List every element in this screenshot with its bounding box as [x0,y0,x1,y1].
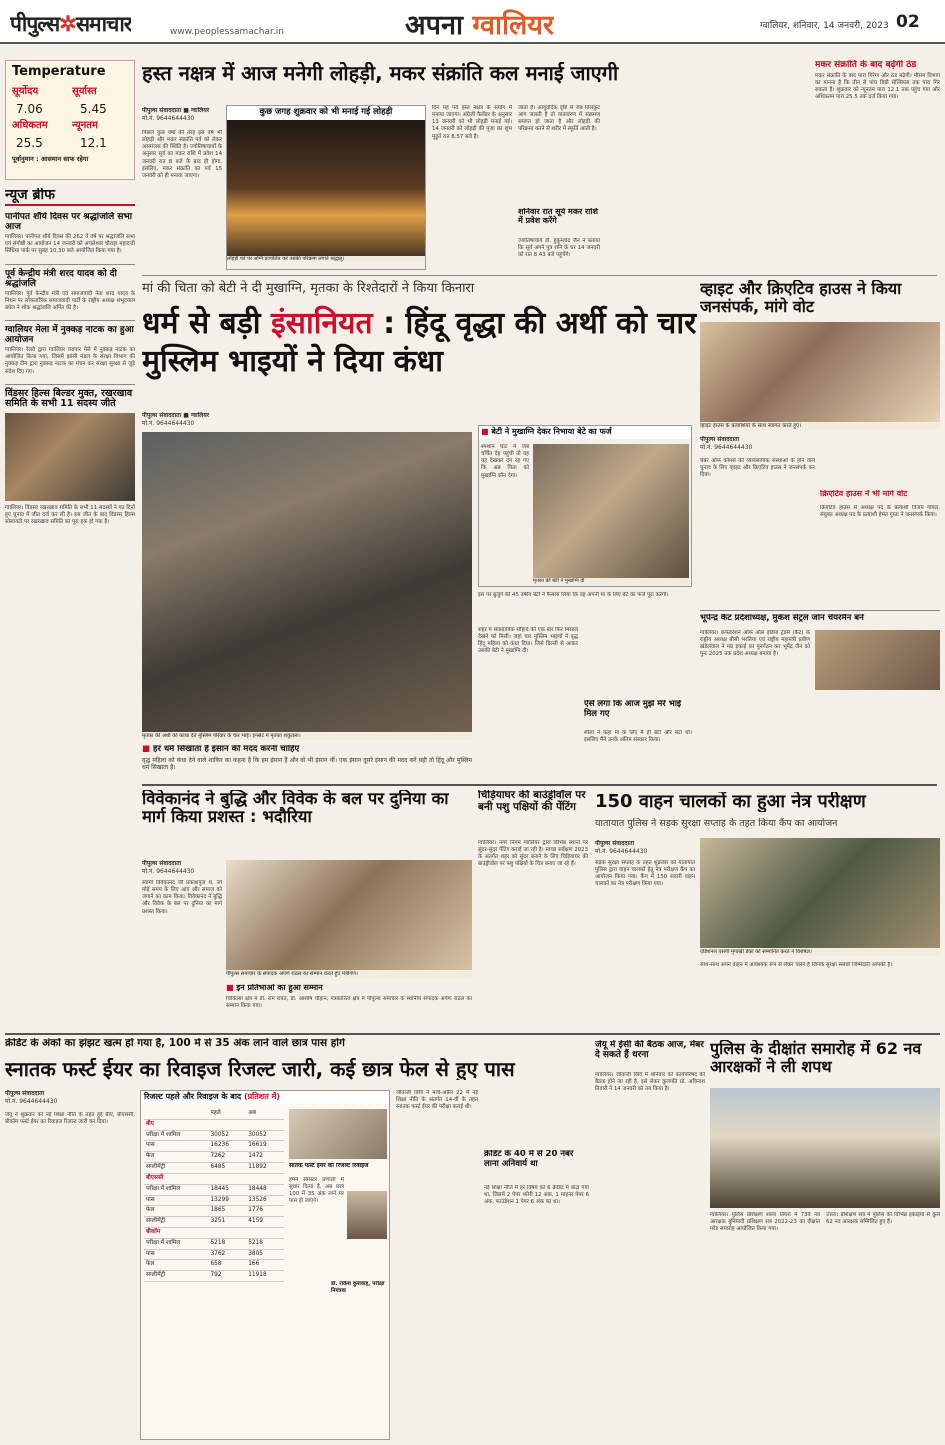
lohri-headline: हस्त नक्षत्र में आज मनेगी लोहड़ी, मकर संक्रांति कल मनाई जाएगी [142,62,619,85]
whitehouse-caption: व्हाइट हाउस के प्रत्याशियों के साथ स्वागत करते हुए। [700,423,940,430]
whitehouse-subhead: क्रिएटिव हाउस ने भी मांगे वोट [820,490,908,498]
logo-star-icon: ✲ [59,11,76,36]
quote-name: डॉ. राकेश कुशवाह, परीक्षा नियंत्रक [331,1281,385,1295]
humanity-body-4: शीला ने कहा मां के लिए मैं ही बेटी और बेटा थी। इसलिए मैंने उनके अंतिम संस्कार किया। [584,730,692,744]
exam-quote: हमने सेमेस्टर प्रणाली में सुधार किया है, अब छात्र 100 में 35 अंक लाने पर पास हो जाएंगे। [289,1177,344,1205]
news-brief-title: न्यूज ब्रीफ [5,188,135,206]
vivekanand-photo [226,860,472,970]
exam-subhead: क्रेडिट के 40 में से 20 नंबर लाना अनिवार्य था [484,1150,574,1169]
humanity-caption-2: मृतका की बेटी ने मुखाग्नि दी [533,578,689,585]
whitehouse-body: चेंबर ऑफ कॉमर्स की व्यावसायिक संस्थाओं के होने वाले चुनाव के लिए व्हाइट और क्रिएटिव हाउस ने जनसंपर्क कर दिया। [700,458,815,479]
sankranti-box [815,60,940,275]
vivekanand-byline: पीपुल्स संवाददाता मो.नं. 9644644430 [142,860,195,876]
exam-body-3: नई शिक्षा नीति में हर विषय को 6 क्रेडिट में बांटा गया था, जिसमें 2 पेपर थ्योरी 12 अंक, 1 माइनर पेपर 6 अंक, फाउंडेशन 1 पेपर 6 अंक का था। [484,1185,589,1206]
bhupendra-text: ग्वालियर। कंफेडरेशन ऑफ ऑल इंडिया ट्रेडर्स (कैट) के राष्ट्रीय अध्यक्ष बीसी भरतिया एवं राष्ट्रीय महामंत्री प्रवीण खंडेलवाल ने मप्र इकाई का पुनर्गठन कर भूपेंद्र जैन को पुनः 2025 तक प्रदेश अध्यक्ष बनाया है। [700,630,810,658]
brief-head-2: पूर्व केन्द्रीय मंत्री शरद यादव को दी श्रद्धांजलि [5,268,117,289]
eye-photo [700,838,940,948]
lohri-body-1: पिछले कुछ वर्षों की तरह इस वर्ष भी लोहड़ी और मकर संक्रांति पर्व को लेकर असमंजस की स्थिति है। ज्योतिषाचार्यों के अनुसार सूर्य का मकर राशि में प्रवेश 14 जनवरी रात 8 बजे के बाद ही होगा, इसलिए, मकर संक्रांति का पर्व 15 जनवरी को ही मनाया जाएगा। [142,130,222,179]
table-row: पास 3762 3805 [144,1249,284,1260]
weather-box [5,60,135,180]
masthead [0,0,945,44]
table-row: पास 13299 13526 [144,1195,284,1206]
table-row: सप्लीमेंट्री 3251 4159 [144,1217,284,1228]
humanity-photo2-title: ■ बेटी ने मुखाग्नि देकर निभाया बेटे का फर्ज [479,426,691,439]
vivekanand-caption: पीपुल्स समाचार के संपादक अपर्ण राठल का सम्मान करते हुए मंत्रीगण। [226,971,472,978]
humanity-main-photo [142,432,472,732]
vivekanand-body-2: चिकित्सा क्षेत्र में डॉ. राम रावत, डॉ. आशीष चौहान, पत्रकारिता क्षेत्र में पीपुल्स समाचार के स्थानीय संपादक अर्पण राठल का सम्मान किया गया। [226,996,472,1010]
eye-body: सड़क सुरक्षा सप्ताह के तहत शुक्रवार को यातायात पुलिस द्वारा वाहन चालकों हेतु नेत्र परीक्षण कैंप का आयोजन किया गया। कैंप में 150 सवारी वाहन चालकों का नेत्र परीक्षण किया गया। [595,860,695,888]
builder-photo [5,413,135,501]
dateline: ग्वालियर, शनिवार, 14 जनवरी, 2023 [760,21,889,31]
humanity-quote: ■ हर धर्म सिखाता है इंसान की मदद करनी चाहिए वृद्ध महिला को कंधा देने वाले शाकिर का कहना है कि हम इंसान हैं और वो भी इंसान थीं। एक इंसान दूसरे इंसान की मदद करे यही तो हिंदू और मुस्लिम धर्म सिखाता है। [142,745,472,772]
page-number: 02 [896,12,920,32]
eye-byline: पीपुल्स संवाददाता मो.नं. 9644644430 [595,840,648,856]
police-body-2: उत्तरा। प्रशिक्षण सत्र में पुलिस की विभिन्न इकाइयों से कुल 62 नव आरक्षक सम्मिलित हुए हैं। [826,1212,940,1226]
newspaper-logo: पीपुल्स✲समाचार [10,11,132,36]
bhupendra-photo [815,630,940,690]
brief-text-3: ग्वालियर। रेलवे द्वारा ग्वालियर व्यापार मेले में नुक्कड़ नाटक का आयोजित किया गया, जिसमें झांसी मंडल के संरक्षा विभाग की नुक्कड़ टीम द्वारा नुक्कड़ नाटक का मंचन कर संरक्षा सुरक्षा से जुड़े संदेश दिए गए। [5,347,135,375]
result-table [144,1109,284,1282]
humanity-body-3: इस पर बुजुर्ग की 45 वर्षीय बेटी ने फैसला लिया कि वह अपनी मां के लिए बेटे का फर्ज पूरा करेगी। [478,592,669,598]
humanity-subhead: ऐसे लगा कि आज मुझे मेरे भाई मिल गए [584,700,682,719]
humanity-body-1: शहर में सांप्रदायिक सौहार्द की एक बार फिर मिसाल देखने को मिली। जहां चार मुस्लिम भाइयों ने वृद्ध हिंदू महिला को कंधा दिया। जिसे दिल्ली से आकर उसकी बेटी ने मुखाग्नि दी। [478,627,578,655]
table-group-bsc: बीएससी [144,1173,208,1184]
exam-body: जेयू ने शुक्रवार को नई शिक्षा नीति के तहत हुई बीए, बीएससी, बीकॉम फर्स्ट ईयर का रिवाइज रिजल्ट जारी कर दिया। [5,1112,135,1126]
lohri-byline: पीपुल्स संवाददाता ■ ग्वालियर मो.नं. 9644644430 [142,107,210,123]
ju-head: जेयू में ईसी की बैठक आज, मेंबर दे सकते हैं धरना [595,1040,704,1061]
table-row: सप्लीमेंट्री 792 11918 [144,1271,284,1282]
table-row: सप्लीमेंट्री 6485 11892 [144,1163,284,1174]
humanity-caption-1: मृतका की अर्थी को कांधा देते मुस्लिम परिवार के चार भाई। इनसेट में मृतका शकुंतला। [142,733,472,740]
humanity-photo2-block [478,425,692,587]
table-col-head-after: अब [246,1109,284,1119]
lohri-photo-title: कुछ जगह शुक्रवार को भी मनाई गई लोहड़ी [227,106,425,120]
humanity-byline: पीपुल्स संवाददाता ■ ग्वालियर मो.नं. 9644644430 [142,412,210,428]
exam-body-2: जीवाजी विवि ने मार्च-अप्रैल 22 में नई शिक्षा नीति के अंतर्गत 14-वीं के तहत स्नातक फर्स्ट ईयर की परीक्षा कराई थी। [396,1090,478,1111]
min-value: 12.1 [80,136,107,150]
whitehouse-headline: व्हाइट और क्रिएटिव हाउस ने किया जनसंपर्क, मांगे वोट [700,280,902,316]
section-title: अपना ग्वालियर [405,10,554,41]
lohri-body-2: दिन यह पर्व हस्त नक्षत्र के संयोग में मनाया जाएगा। अंग्रेजी कैलेंडर के अनुसार 13 जनवरी को भी लोहड़ी मनाई गई। 14 जनवरी को लोहड़ी की पूजा का शुभ मुहूर्त रात 8.57 बजे है। [432,105,512,140]
table-col-head-before: पहले [208,1109,246,1119]
sunrise-value: 7.06 [16,102,43,116]
min-label: न्यूनतम [72,120,98,131]
table-group-ba: बीए [144,1119,208,1130]
exam-kicker: क्रेडिट के अंकों का झंझट खत्म हो गया है, 100 में से 35 अंक लाने वाले छात्र पास होंगे [5,1038,345,1049]
builder-text: ग्वालियर। विंडसर रखरखाव समिति के सभी 11 सदस्यों ने गत दिनों हुए चुनाव में जीत दर्ज कर ली है। इस जीत के बाद विंडसर हिल्स सोसायटी पर रखरखाव समिति का पूरा हक हो गया है। [5,504,135,526]
exam-headline: स्नातक फर्स्ट ईयर का रिवाइज रिजल्ट जारी, कई छात्र फेल से हुए पास [5,1058,515,1081]
brief-head-3: ग्वालियर मेला में नुक्कड़ नाटक का हुआ आयोजन [5,325,134,346]
website-url[interactable]: www.peoplessamachar.in [170,27,284,37]
table-group-bcom: बीकॉम [144,1227,208,1238]
whitehouse-byline: पीपुल्स संवाददाता मो.नं. 9644644430 [700,436,753,452]
lohri-subhead: शनिवार रात सूर्य मकर राशि में प्रवेश करेंगे [518,208,598,225]
vivekanand-subhead: ■ इन प्रतिभाओं का हुआ सम्मान [226,984,323,992]
sunrise-label: सूर्योदय [12,86,39,97]
ju-text: ग्वालियर। जीवाजी विवि में शनिवार को कार्यपरिषद की बैठक होने जा रही है, इसे लेकर कुलपति प्रो. अविनाश तिवारी ने 14 जनवरी को तय किया है। [595,1072,705,1093]
whitehouse-photo [700,322,940,422]
sankranti-text: मकर संक्रांति के बाद पारा गिरेगा और ठंड बढ़ेगी। मौसम विभाग का मानना है कि तीन से पांच डिग्री सेल्सियस तक पारा गिर सकता है। शुक्रवार को न्यूनतम पारा 12.1 तक पहुंच गया और अधिकतम पारा 25.5 तक दर्ज किया गया। [815,73,940,101]
max-label: अधिकतम [12,120,48,131]
table-row: फेल 1865 1776 [144,1206,284,1217]
lohri-photo-block [226,105,426,270]
table-row: परीक्षा में शामिल 30052 30052 [144,1130,284,1141]
sunset-label: सूर्यास्त [72,86,97,97]
sankranti-head: मकर संक्रांति के बाद बढ़ेगी ठंड [815,60,917,70]
humanity-headline: धर्म से बड़ी इंसानियत : हिंदू वृद्धा की अर्थी को चार मुस्लिम भाइयों ने दिया कंधा [142,306,697,380]
police-headline: पुलिस के दीक्षांत समारोह में 62 नव आरक्षकों ने ली शपथ [710,1040,922,1076]
table-row: परीक्षा में शामिल 18445 18448 [144,1184,284,1195]
humanity-cremation-photo [533,444,689,578]
humanity-body-2: श्मशान घाट में जब चर्चित देह पहुंची तो वह यह देखकर दंग रह गए कि अब चिता को मुखाग्नि कौन देगा। [481,444,529,479]
eye-caption: एडिशनल एसपी मृगाखी डेका को सम्मानित करते ने विशेषज्ञ। [700,949,940,956]
forecast: पूर्वानुमान : आसमान साफ रहेगा [12,155,89,163]
university-photo [289,1109,387,1159]
police-body: ग्वालियर। पुलिस प्रशिक्षण शाला तिघरा में 73वें नव आरक्षक बुनियादी प्रशिक्षण सत्र 2022-23 का दीक्षांत परेड समारोह आयोजित किया गया। [710,1212,820,1233]
max-value: 25.5 [16,136,43,150]
controller-photo [347,1191,387,1239]
builder-head: विंडसर हिल्स बिल्डर मुक्त, रखरखाव समिति के सभी 11 सदस्य जीते [5,387,133,410]
eye-subheadline: यातायात पुलिस ने सड़क सुरक्षा सप्ताह के तहत किया कैंप का आयोजन [595,818,838,829]
table-row: पास 16236 16619 [144,1141,284,1152]
vivekanand-body: स्वामी विवेकानंद जी प्रकाशपुंज थे, जो मोड़ें समय के लिए आए और समाज को जगाने का काम किया। विवेकानंद ने बुद्धि और विवेक के बल पर दुनिया का मार्ग प्रशस्त किया। [142,880,222,915]
exam-byline: पीपुल्स संवाददाता मो.नं. 9644644430 [5,1090,58,1106]
eye-headline: 150 वाहन चालकों का हुआ नेत्र परीक्षण [595,792,866,812]
table-col-head [144,1109,208,1119]
weather-title: Temperature [12,65,106,79]
lohri-photo [227,120,425,256]
brief-text-2: ग्वालियर। पूर्व केन्द्रीय मंत्री एवं समाजवादी नेता शरद यादव के निधन पर लोकतांत्रिक समाजवादी पार्टी के राष्ट्रीय अध्यक्ष शंभूदयाल बघेल ने शोक श्रद्धांजलि अर्पित की है। [5,290,135,311]
bhupendra-head: भूपेन्द्र कैट प्रदेशाध्यक्ष, मुकेश सेंट्रल जोन चेयरमैन बने [700,614,864,623]
lohri-body-3: जाता है। आयुर्वेदिक दृष्टि से जब तिलकुट आग जलती है तो वातावरण में संक्रमण समाप्त हो जाता है और लोहड़ी की परिक्रमा करने से शरीर में स्फूर्ति आती है। [518,105,600,133]
birds-text: ग्वालियर। नगर निगम ग्वालियर द्वारा विभिन्न स्थानों पर सुंदर-सुंदर पेंटिंग कराई जा रही है। स्वच्छ सर्वेक्षण 2023 के अंतर्गत शहर को सुंदर बनाने के लिए चिड़ियाघर की बाउंड्रीवॉल पर पशु पक्षियों के चित्र बनाए जा रहे हैं। [478,840,588,868]
police-photo [710,1088,940,1208]
brief-head-1: पानीपत शौर्य दिवस पर श्रद्धांजलि सभा आज [5,212,133,233]
vivekanand-headline: विवेकानंद ने बुद्धि और विवेक के बल पर दुनिया का मार्ग किया प्रशस्त : भदौरिया [142,790,449,827]
brief-text-1: ग्वालियर। पानीपत शौर्य दिवस की 262 वें वर्ष पर श्रद्धांजलि सभा एवं संगोष्ठी का आयोजन 14 जनवरी को अचलेश्वर चौराहा महादजी सिंधिया पार्क पर सुबह 10.30 बजे आयोजित किया गया है। [5,234,135,255]
result-table-box [140,1090,390,1440]
table-row: फेल 658 166 [144,1260,284,1271]
eye-body-2: साथ-साथ अपने वाहन में आवश्यक रूप से लेकर चलने हैं जिनके सुरक्षा संबंधी जिम्मेदारी आपकी है। [700,962,893,968]
lohri-caption: लोहड़ी पर्व पर अग्नि प्रज्वलित कर उसकी परिक्रमा लगाते श्रद्धालु। [227,256,425,263]
table-row: फेल 7262 1472 [144,1152,284,1163]
table-row: परीक्षा में शामिल 5218 5218 [144,1238,284,1249]
whitehouse-body-2: क्रिएटिव हाउस से अध्यक्ष पद के प्रत्याशी विजय गोयल, संयुक्त अध्यक्ष पद के प्रत्याशी हेमंत गुप्ता ने जनसंपर्क किया। [820,505,940,519]
lohri-body-4: ज्योतिषाचार्य डॉ. हुकुमचंद जैन ने बताया कि सूर्य अपने पुत्र शनि के घर 14 जनवरी को रात 8.43 बजे पहुंचेंगे। [518,238,600,259]
result-table-title: रिजल्ट पहले और रिवाइज के बाद (प्रतिशत में) [141,1091,389,1104]
quote-label: सातक फर्स्ट ईयर का रिजल्ट रिवाइज [289,1163,369,1169]
birds-headline: चिड़ियाघर की बाउंड्रीवॉल पर बनी पशु पक्षियों की पेंटिंग [478,790,586,813]
sunset-value: 5.45 [80,102,107,116]
humanity-kicker: मां की चिता को बेटी ने दी मुखाग्नि, मृतका के रिश्तेदारों ने किया किनारा [142,281,475,296]
brief-column [5,212,135,842]
